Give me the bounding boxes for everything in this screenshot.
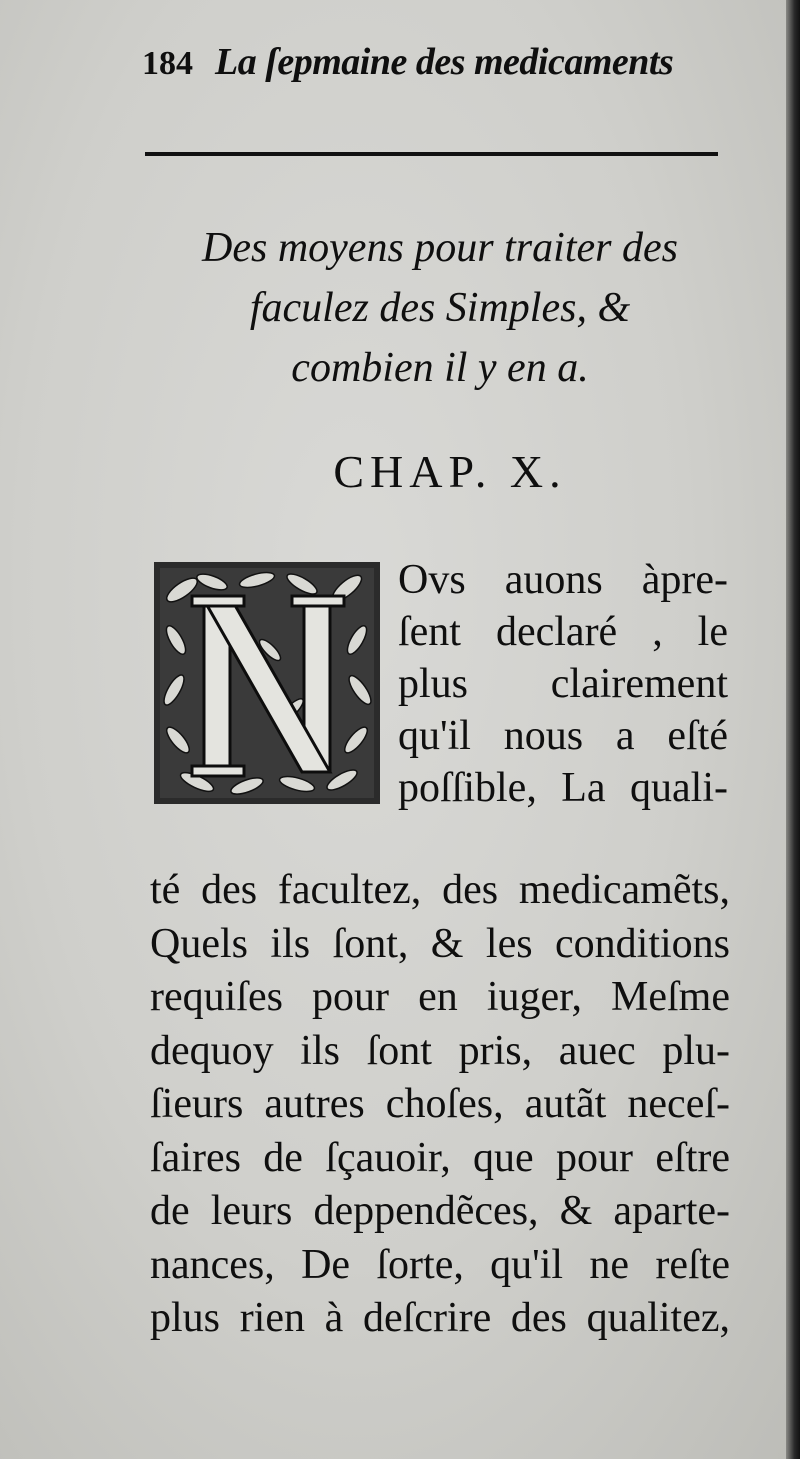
text-line: ſaires de ſçauoir, que pour eſtre [150, 1134, 730, 1181]
chapter-number: CHAP. X. [333, 446, 567, 497]
text-line: de leurs deppendẽces, & aparte- [150, 1188, 730, 1234]
body-text [150, 864, 730, 1346]
chapter-heading-line: Des moyens pour traiter des [202, 225, 678, 271]
text-line: ſieurs autres choſes, autãt neceſ- [150, 1081, 730, 1127]
text-line: té des facultez, des medicamẽts, [150, 867, 730, 913]
decorated-initial-icon [152, 560, 382, 806]
text-line: plus clairement [398, 661, 728, 707]
text-line: poſſible, La quali- [398, 765, 728, 811]
text-line: ſent declaré , le [398, 609, 728, 655]
text-line: requiſes pour en iuger, Meſme [150, 974, 730, 1020]
running-title: La ſepmaine des medicaments [215, 41, 674, 83]
chapter-heading-line: combien il y en a. [291, 345, 589, 391]
page-edge [786, 0, 800, 1459]
text-line: plus rien à deſcrire des qualitez, [150, 1295, 730, 1341]
text-line: nances, De ſorte, qu'il ne reſte [150, 1241, 730, 1288]
chapter-heading [160, 218, 720, 398]
page-number: 184 [142, 45, 193, 82]
chapter-heading-line: faculez des Simples, & [249, 285, 631, 331]
text-line: Quels ils ſont, & les conditions [150, 920, 730, 967]
running-head [142, 40, 702, 100]
header-rule [145, 152, 718, 156]
opening-lines [398, 554, 728, 814]
text-line: qu'il nous a eſté [398, 713, 728, 759]
text-line: Ovs auons àpre- [398, 557, 728, 603]
text-line: dequoy ils ſont pris, auec plu- [150, 1027, 730, 1074]
